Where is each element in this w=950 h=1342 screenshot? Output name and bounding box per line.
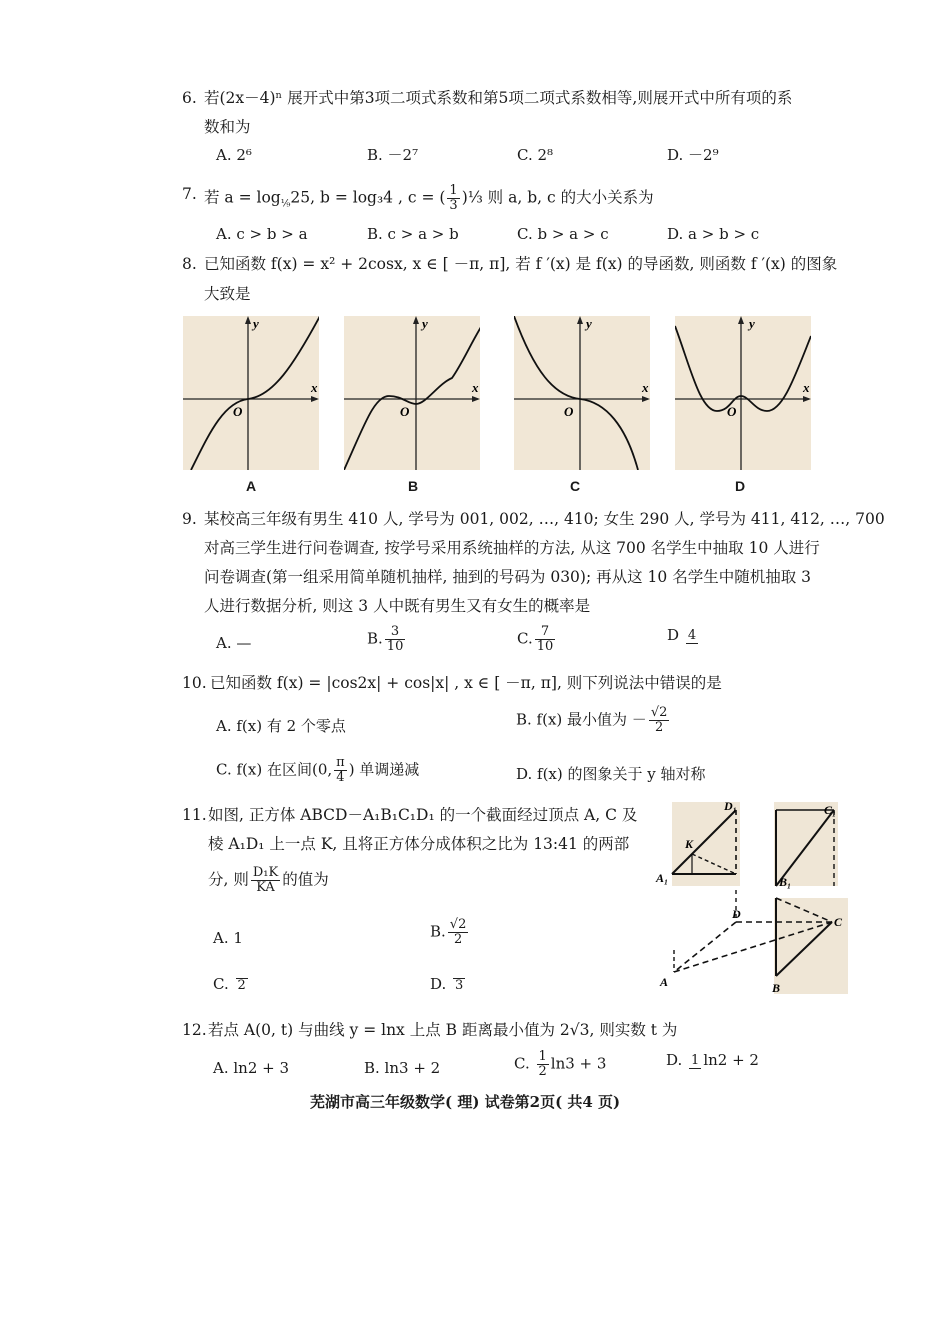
graph-c <box>514 316 650 470</box>
graph-c-label: C <box>570 478 581 494</box>
svg-text:O: O <box>564 404 574 419</box>
q8-number: 8. <box>182 255 197 273</box>
q11-option-d: D. 3 <box>430 975 464 993</box>
q9-option-d: D 4 <box>667 626 697 644</box>
q7-number: 7. <box>182 185 197 203</box>
graph-a-label: A <box>246 478 257 494</box>
svg-text:B: B <box>772 981 781 995</box>
q10-option-c: C. f(x) 在区间(0, $\frac{\pi}{4}$ ) 单调递减 <box>216 755 420 785</box>
q12-option-d: D. 1 ln2 + 2 <box>666 1051 759 1069</box>
q6-option-b: B. －2⁷ <box>367 146 419 164</box>
q12-option-c: C. $\frac{1}{2}$ ln3 + 3 <box>514 1049 607 1079</box>
svg-text:D₁: D₁ <box>724 800 737 813</box>
svg-text:C: C <box>834 915 843 929</box>
q11-line1: 如图, 正方体 ABCD－A₁B₁C₁D₁ 的一个截面经过顶点 A, C 及 <box>208 806 638 824</box>
q12-number: 12. <box>182 1021 207 1039</box>
graph-b-label: B <box>408 478 419 494</box>
q6-number: 6. <box>182 89 197 107</box>
svg-text:O: O <box>400 404 410 419</box>
q9-line1: 某校高三年级有男生 410 人, 学号为 001, 002, …, 410; 女生 290 人, 学号为 411, 412, …, 700 <box>204 510 885 528</box>
svg-text:x: x <box>311 380 318 395</box>
q7-option-a: A. c > b > a <box>216 225 308 243</box>
svg-text:y: y <box>749 316 755 331</box>
graph-b <box>344 316 480 470</box>
q6-option-d: D. －2⁹ <box>667 146 719 164</box>
q10-line1: 已知函数 f(x) = |cos2x| + cos|x| , x ∈ [ －π, π], 则下列说法中错误的是 <box>210 674 722 692</box>
svg-text:A₁: A₁ <box>656 871 669 885</box>
svg-text:O: O <box>727 404 737 419</box>
svg-text:D: D <box>732 907 741 921</box>
q6-line2: 数和为 <box>204 118 251 136</box>
page-footer: 芜湖市高三年级数学( 理) 试卷第2页( 共4 页) <box>310 1093 621 1111</box>
q9-number: 9. <box>182 510 197 528</box>
svg-text:K: K <box>685 837 694 851</box>
q11-line2: 棱 A₁D₁ 上一点 K, 且将正方体分成体积之比为 13:41 的两部 <box>208 835 630 853</box>
q12-option-a: A. ln2 + 3 <box>213 1059 290 1077</box>
q8-line1: 已知函数 f(x) = x² + 2cosx, x ∈ [ －π, π], 若 f ′(x) 是 f(x) 的导函数, 则函数 f ′(x) 的图象 <box>204 255 838 273</box>
q10-number: 10. <box>182 674 207 692</box>
q6-option-c: C. 2⁸ <box>517 146 554 164</box>
q11-option-b: B. $\frac{√2}{2}$ <box>430 917 467 947</box>
q10-option-d: D. f(x) 的图象关于 y 轴对称 <box>516 765 706 783</box>
q10-option-a: A. f(x) 有 2 个零点 <box>216 717 346 735</box>
q7-option-c: C. b > a > c <box>517 225 609 243</box>
q12-line1: 若点 A(0, t) 与曲线 y = lnx 上点 B 距离最小值为 2√3, 则实数 t 为 <box>208 1021 678 1039</box>
q9-line4: 人进行数据分析, 则这 3 人中既有男生又有女生的概率是 <box>204 597 591 615</box>
q10-option-b: B. f(x) 最小值为 － $\frac{√2}{2}$ <box>516 705 668 735</box>
q11-option-a: A. 1 <box>213 929 243 947</box>
q11-option-c: C. 2 <box>213 975 246 993</box>
svg-text:x: x <box>472 380 479 395</box>
cube-figure <box>652 800 852 1000</box>
svg-text:C₁: C₁ <box>824 803 837 817</box>
svg-text:y: y <box>422 316 428 331</box>
q7-text: 若 $a = \log_{^1⁄_9}25$, b = log₃4 , c = ( $\frac{1}{3}$ )⅓ 则 a, b, c 的大小关系为 <box>204 183 654 213</box>
svg-text:A: A <box>660 975 669 989</box>
q7-option-b: B. c > a > b <box>367 225 459 243</box>
svg-text:O: O <box>233 404 243 419</box>
svg-text:x: x <box>803 380 810 395</box>
q12-option-b: B. ln3 + 2 <box>364 1059 441 1077</box>
svg-text:x: x <box>642 380 649 395</box>
svg-text:y: y <box>253 316 259 331</box>
q11-number: 11. <box>182 806 207 824</box>
q9-line2: 对高三学生进行问卷调查, 按学号采用系统抽样的方法, 从这 700 名学生中抽取 10 人进行 <box>204 539 820 557</box>
q9-line3: 问卷调查(第一组采用简单随机抽样, 抽到的号码为 030); 再从这 10 名学生中随机抽取 3 <box>204 568 811 586</box>
graph-a <box>183 316 319 470</box>
q6-line1: 若(2x－4)ⁿ 展开式中第3项二项式系数和第5项二项式系数相等,则展开式中所有项的系 <box>204 89 793 107</box>
q9-option-a: A. — <box>216 634 252 652</box>
q6-option-a: A. 2⁶ <box>216 146 252 164</box>
graph-d <box>675 316 811 470</box>
svg-text:y: y <box>586 316 592 331</box>
q11-line3: 分, 则 $\frac{\text{D₁K}}{KA}$ 的值为 <box>208 865 329 895</box>
q8-line2: 大致是 <box>204 285 251 303</box>
svg-text:B₁: B₁ <box>779 875 792 889</box>
q9-option-b: B. $\frac{3}{10}$ <box>367 624 404 654</box>
q7-option-d: D. a > b > c <box>667 225 760 243</box>
q9-option-c: C. $\frac{7}{10}$ <box>517 624 554 654</box>
graph-d-label: D <box>735 478 746 494</box>
